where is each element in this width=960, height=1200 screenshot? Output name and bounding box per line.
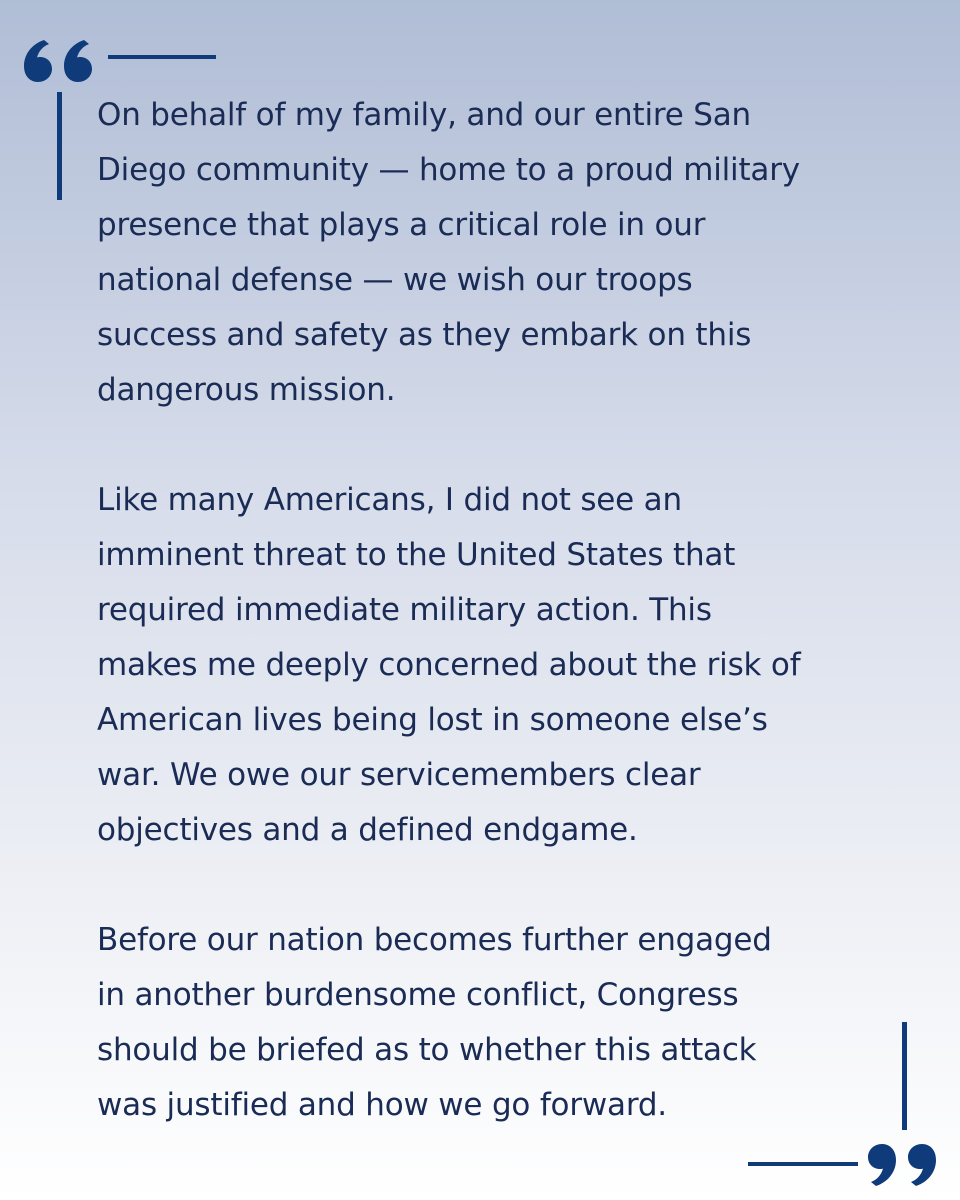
quote-line: imminent threat to the United States that [97,537,736,573]
quote-line: war. We owe our servicemembers clear [97,757,701,793]
quote-line: makes me deeply concerned about the risk of [97,647,801,683]
quote-line: success and safety as they embark on this [97,317,752,353]
quote-line: American lives being lost in someone else’s [97,702,768,738]
quote-line: Like many Americans, I did not see an [97,482,682,518]
quote-paragraph-1 [97,88,917,418]
quote-line: required immediate military action. This [97,592,712,628]
quote-line: in another burdensome conflict, Congress [97,977,739,1013]
left-accent-bar [57,92,62,200]
quote-paragraph-2 [97,473,917,858]
quote-line: Diego community — home to a proud military [97,152,800,188]
quote-body [97,88,917,1133]
close-quote-icon [866,1142,946,1190]
quote-line: should be briefed as to whether this attack [97,1032,757,1068]
quote-line: Before our nation becomes further engaged [97,922,772,958]
bottom-rule-divider [748,1162,858,1166]
quote-line: presence that plays a critical role in our [97,207,706,243]
quote-line: national defense — we wish our troops [97,262,693,298]
open-quote-icon [22,36,102,84]
top-rule-divider [108,55,216,59]
quote-line: was justified and how we go forward. [97,1087,667,1123]
quote-line: On behalf of my family, and our entire San [97,97,751,133]
quote-line: dangerous mission. [97,372,396,408]
quote-line: objectives and a defined endgame. [97,812,638,848]
right-accent-bar [902,1022,907,1130]
quote-paragraph-3 [97,913,917,1133]
